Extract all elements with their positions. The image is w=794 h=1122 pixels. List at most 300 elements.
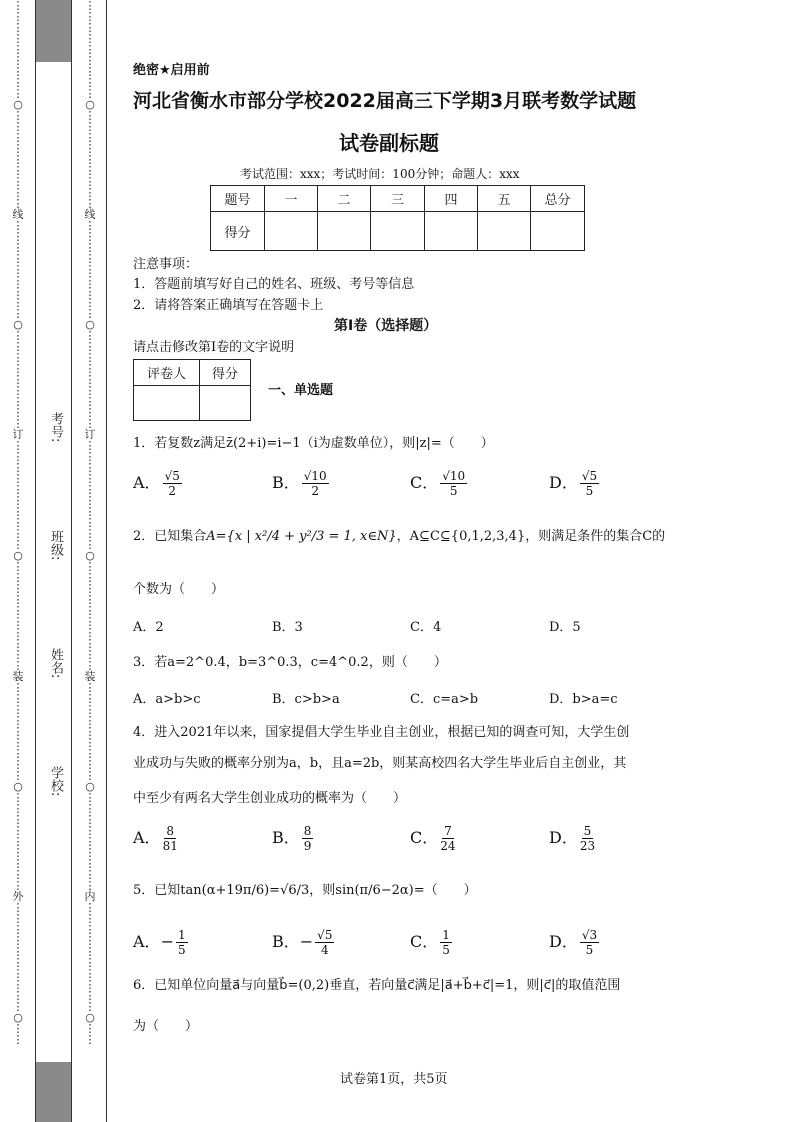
binding-dot: ⋮ xyxy=(84,340,96,353)
frac-den: 5 xyxy=(177,943,186,957)
score-header: 五 xyxy=(478,186,531,212)
binding-dot: ⋮ xyxy=(84,560,96,573)
frac-num: √5 xyxy=(581,469,598,483)
binding-dot: ⋮ xyxy=(84,1022,96,1035)
binding-dot: ⋮ xyxy=(84,934,96,947)
binding-dot: ⋮ xyxy=(84,846,96,859)
binding-circle: ○ xyxy=(85,1011,95,1024)
binding-dot: ⋮ xyxy=(84,164,96,177)
frac-num: 8 xyxy=(166,824,175,838)
q2-option-d[interactable]: D．5 xyxy=(549,620,581,635)
binding-dot: ⋮ xyxy=(84,472,96,485)
outer-binding-label: 线 xyxy=(12,208,24,221)
binding-dot: ⋮ xyxy=(12,516,24,529)
grader-header: 得分 xyxy=(200,360,251,386)
q3-option-b[interactable]: B．c>b>a xyxy=(272,692,340,707)
binding-dot: ⋮ xyxy=(84,593,96,606)
option-label: A． xyxy=(133,828,161,847)
binding-dot: ⋮ xyxy=(12,32,24,45)
binding-dot: ⋮ xyxy=(12,54,24,67)
option-label: A． xyxy=(133,932,161,951)
binding-dot: ⋮ xyxy=(12,483,24,496)
frac-den: 23 xyxy=(579,839,596,853)
binding-dot: ⋮ xyxy=(12,175,24,188)
frac-den: 24 xyxy=(440,839,456,853)
binding-dot: ⋮ xyxy=(84,835,96,848)
q4-option-a[interactable] xyxy=(133,824,180,853)
binding-dot: ⋮ xyxy=(84,131,96,144)
binding-dot: ⋮ xyxy=(12,538,24,551)
binding-dot: ⋮ xyxy=(12,274,24,287)
q1-option-b[interactable] xyxy=(272,469,331,498)
option-label: D． xyxy=(549,828,578,847)
q3-option-d[interactable]: D．b>a=c xyxy=(549,692,618,707)
binding-dot: ⋮ xyxy=(84,219,96,232)
binding-dot: ⋮ xyxy=(12,219,24,232)
binding-dot: ⋮ xyxy=(84,989,96,1002)
binding-dot: ⋮ xyxy=(12,21,24,34)
binding-strip xyxy=(0,0,108,1122)
binding-dot: ⋮ xyxy=(12,307,24,320)
binding-dot: ⋮ xyxy=(84,142,96,155)
binding-dot: ⋮ xyxy=(84,1033,96,1046)
gray-block-top xyxy=(36,0,71,62)
exam-title: 河北省衡水市部分学校2022届高三下学期3月联考数学试题 xyxy=(133,90,637,112)
option-label: B． xyxy=(272,828,300,847)
binding-dot: ⋮ xyxy=(84,87,96,100)
outer-binding-label: 外 xyxy=(12,890,24,903)
binding-dot: ⋮ xyxy=(84,417,96,430)
outer-binding-label: 订 xyxy=(12,428,24,441)
binding-dot: ⋮ xyxy=(84,76,96,89)
binding-dot: ⋮ xyxy=(12,791,24,804)
frac-den: 81 xyxy=(162,839,178,853)
binding-dot: ⋮ xyxy=(84,516,96,529)
frac-den: 2 xyxy=(311,484,320,498)
binding-dot: ⋮ xyxy=(12,736,24,749)
binding-dot: ⋮ xyxy=(12,164,24,177)
question-3-stem: 3．若a=2^0.4，b=3^0.3，c=4^0.2，则（ ） xyxy=(133,655,447,670)
binding-dot: ⋮ xyxy=(84,813,96,826)
binding-dot: ⋮ xyxy=(84,879,96,892)
binding-dot: ⋮ xyxy=(84,956,96,969)
score-cell[interactable] xyxy=(371,212,425,251)
frac-den: 5 xyxy=(585,943,594,957)
binding-dot: ⋮ xyxy=(84,32,96,45)
binding-dot: ⋮ xyxy=(84,1000,96,1013)
score-cell[interactable] xyxy=(425,212,478,251)
q5-option-b[interactable] xyxy=(272,928,336,957)
secret-label: 绝密★启用前 xyxy=(133,63,210,78)
binding-dot: ⋮ xyxy=(84,351,96,364)
q3-option-c[interactable]: C．c=a>b xyxy=(410,692,479,707)
binding-dot: ⋮ xyxy=(12,835,24,848)
score-header: 一 xyxy=(265,186,318,212)
binding-dot: ⋮ xyxy=(12,747,24,760)
binding-dot: ⋮ xyxy=(84,307,96,320)
binding-circle: ○ xyxy=(13,318,23,331)
binding-dot: ⋮ xyxy=(84,923,96,936)
binding-dot: ⋮ xyxy=(84,868,96,881)
frac-num: 5 xyxy=(583,824,592,838)
binding-dot: ⋮ xyxy=(84,725,96,738)
frac-den: 5 xyxy=(449,484,458,498)
option-label: D． xyxy=(549,473,578,492)
binding-dot: ⋮ xyxy=(12,87,24,100)
binding-dot: ⋮ xyxy=(12,615,24,628)
binding-dot: ⋮ xyxy=(84,945,96,958)
binding-circle: ○ xyxy=(85,98,95,111)
binding-circle: ○ xyxy=(85,318,95,331)
binding-dot: ⋮ xyxy=(84,252,96,265)
page-footer: 试卷第1页，共5页 xyxy=(340,1072,448,1087)
question-6-line1: 6．已知单位向量a⃗与向量b⃗=(0,2)垂直，若向量c⃗满足|a⃗+b⃗+c⃗|=1，则|c⃗|的取值范围 xyxy=(133,978,621,993)
binding-dot: ⋮ xyxy=(84,153,96,166)
frac-num: √5 xyxy=(164,469,180,483)
score-header: 总分 xyxy=(531,186,585,212)
grader-table xyxy=(133,359,251,421)
binding-circle: ○ xyxy=(85,549,95,562)
binding-dot: ⋮ xyxy=(12,692,24,705)
binding-dot: ⋮ xyxy=(12,373,24,386)
binding-dot: ⋮ xyxy=(84,637,96,650)
score-cell[interactable] xyxy=(478,212,531,251)
frac-den: 2 xyxy=(168,484,177,498)
binding-dot: ⋮ xyxy=(84,758,96,771)
binding-dot: ⋮ xyxy=(84,791,96,804)
binding-dot: ⋮ xyxy=(84,582,96,595)
frac-num: 1 xyxy=(442,928,450,942)
binding-dot: ⋮ xyxy=(84,285,96,298)
binding-dot: ⋮ xyxy=(12,406,24,419)
option-label: B． xyxy=(272,473,300,492)
q4-option-c[interactable] xyxy=(410,824,458,853)
binding-dot: ⋮ xyxy=(12,461,24,474)
binding-dot: ⋮ xyxy=(84,263,96,276)
q2-mid: ，A⊆C⊆{0,1,2,3,4}，则满足条件的集合C的 xyxy=(396,529,666,544)
q2-option-b[interactable]: B．3 xyxy=(272,620,303,635)
binding-dot: ⋮ xyxy=(12,769,24,782)
frac-num: √5 xyxy=(317,928,333,942)
binding-dot: ⋮ xyxy=(12,703,24,716)
binding-dot: ⋮ xyxy=(84,0,96,12)
binding-dot: ⋮ xyxy=(84,384,96,397)
score-header: 题号 xyxy=(211,186,265,212)
binding-dot: ⋮ xyxy=(84,43,96,56)
binding-dot: ⋮ xyxy=(12,868,24,881)
binding-dot: ⋮ xyxy=(84,571,96,584)
section-hint[interactable]: 请点击修改第I卷的文字说明 xyxy=(133,340,295,355)
binding-dot: ⋮ xyxy=(12,285,24,298)
question-1-stem: 1．若复数z满足z̄(2+i)=i−1（i为虚数单位），则|z|=（ ） xyxy=(133,436,494,451)
binding-dot: ⋮ xyxy=(12,681,24,694)
binding-dot: ⋮ xyxy=(84,241,96,254)
notice-item: 2．请将答案正确填写在答题卡上 xyxy=(133,298,324,313)
binding-dot: ⋮ xyxy=(12,978,24,991)
binding-dot: ⋮ xyxy=(84,747,96,760)
binding-dot: ⋮ xyxy=(12,582,24,595)
frac-num: √3 xyxy=(581,928,598,942)
option-label: C． xyxy=(410,473,439,492)
option-sign: − xyxy=(299,932,314,951)
binding-dot: ⋮ xyxy=(12,560,24,573)
binding-dot: ⋮ xyxy=(84,274,96,287)
binding-dot: ⋮ xyxy=(84,901,96,914)
option-label: C． xyxy=(410,932,439,951)
frac-den: 4 xyxy=(320,943,329,957)
part-title: 一、单选题 xyxy=(268,383,334,398)
binding-dot: ⋮ xyxy=(12,989,24,1002)
binding-dot: ⋮ xyxy=(84,802,96,815)
notice-item: 1．答题前填写好自己的姓名、班级、考号等信息 xyxy=(133,277,415,292)
binding-dot: ⋮ xyxy=(12,956,24,969)
binding-line xyxy=(106,0,107,1122)
question-5-stem: 5．已知tan(α+19π/6)=√6/3，则sin(π/6−2α)=（ ） xyxy=(133,883,477,898)
binding-dot: ⋮ xyxy=(84,21,96,34)
binding-dot: ⋮ xyxy=(12,846,24,859)
binding-dot: ⋮ xyxy=(12,439,24,452)
binding-dot: ⋮ xyxy=(12,648,24,661)
exam-meta: 考试范围：xxx；考试时间：100分钟；命题人：xxx xyxy=(240,167,520,181)
binding-dot: ⋮ xyxy=(84,120,96,133)
score-header: 三 xyxy=(371,186,425,212)
binding-dot: ⋮ xyxy=(12,494,24,507)
binding-dot: ⋮ xyxy=(84,65,96,78)
question-4-line: 中至少有两名大学生创业成功的概率为（ ） xyxy=(133,791,407,806)
inner-binding-label: 订 xyxy=(84,428,96,441)
binding-dot: ⋮ xyxy=(84,615,96,628)
binding-dot: ⋮ xyxy=(12,1033,24,1046)
binding-circle: ○ xyxy=(13,549,23,562)
binding-circle: ○ xyxy=(13,1011,23,1024)
binding-dot: ⋮ xyxy=(12,912,24,925)
binding-dot: ⋮ xyxy=(84,461,96,474)
binding-dot: ⋮ xyxy=(12,76,24,89)
binding-dot: ⋮ xyxy=(84,362,96,375)
binding-dot: ⋮ xyxy=(84,296,96,309)
binding-dot: ⋮ xyxy=(12,725,24,738)
binding-dot: ⋮ xyxy=(12,758,24,771)
binding-dot: ⋮ xyxy=(84,10,96,23)
binding-dot: ⋮ xyxy=(12,879,24,892)
binding-dot: ⋮ xyxy=(84,197,96,210)
binding-dot: ⋮ xyxy=(12,230,24,243)
binding-dot: ⋮ xyxy=(12,945,24,958)
grader-cell[interactable] xyxy=(200,386,251,421)
frac-num: 7 xyxy=(444,824,452,838)
frac-num: 1 xyxy=(177,928,186,942)
binding-dot: ⋮ xyxy=(84,230,96,243)
frac-den: 9 xyxy=(303,839,312,853)
binding-dot: ⋮ xyxy=(12,153,24,166)
binding-dot: ⋮ xyxy=(84,494,96,507)
binding-dot: ⋮ xyxy=(12,296,24,309)
binding-dot: ⋮ xyxy=(12,659,24,672)
option-sign: − xyxy=(160,932,174,951)
q2-set-expr: A={x | x²/4 + y²/3 = 1, x∈N} xyxy=(206,529,397,544)
question-2-stem xyxy=(133,530,665,543)
binding-dot: ⋮ xyxy=(12,637,24,650)
q2-option-c[interactable]: C．4 xyxy=(410,620,442,635)
binding-circle: ○ xyxy=(13,98,23,111)
binding-dot: ⋮ xyxy=(12,1000,24,1013)
binding-dot: ⋮ xyxy=(84,681,96,694)
binding-circle: ○ xyxy=(13,780,23,793)
score-header: 四 xyxy=(425,186,478,212)
question-6-line2: 为（ ） xyxy=(133,1019,199,1034)
frac-num: √10 xyxy=(442,469,466,483)
binding-dot: ⋮ xyxy=(84,439,96,452)
q1-option-d[interactable] xyxy=(549,469,601,498)
binding-dot: ⋮ xyxy=(12,362,24,375)
binding-dot: ⋮ xyxy=(84,538,96,551)
section-title: 第I卷（选择题） xyxy=(334,318,438,334)
score-header: 二 xyxy=(318,186,371,212)
binding-dot: ⋮ xyxy=(12,351,24,364)
binding-dot: ⋮ xyxy=(12,10,24,23)
q2-option-a[interactable]: A．2 xyxy=(133,620,164,635)
binding-dot: ⋮ xyxy=(84,329,96,342)
binding-dot: ⋮ xyxy=(12,131,24,144)
binding-dot: ⋮ xyxy=(12,241,24,254)
binding-dot: ⋮ xyxy=(12,571,24,584)
binding-dot: ⋮ xyxy=(84,824,96,837)
binding-dot: ⋮ xyxy=(84,967,96,980)
binding-dot: ⋮ xyxy=(12,472,24,485)
option-label: A． xyxy=(133,473,161,492)
binding-dot: ⋮ xyxy=(84,54,96,67)
binding-dot: ⋮ xyxy=(12,263,24,276)
binding-dot: ⋮ xyxy=(12,857,24,870)
q5-option-d[interactable] xyxy=(549,928,601,957)
binding-dot: ⋮ xyxy=(12,109,24,122)
binding-dot: ⋮ xyxy=(12,813,24,826)
binding-dot: ⋮ xyxy=(84,769,96,782)
binding-dot: ⋮ xyxy=(12,1022,24,1035)
binding-dot: ⋮ xyxy=(12,197,24,210)
question-2-line2: 个数为（ ） xyxy=(133,582,225,597)
binding-dot: ⋮ xyxy=(84,483,96,496)
notice-title: 注意事项： xyxy=(133,257,199,272)
binding-circle: ○ xyxy=(85,780,95,793)
binding-dot: ⋮ xyxy=(84,186,96,199)
option-label: B． xyxy=(272,932,300,951)
binding-dot: ⋮ xyxy=(12,340,24,353)
binding-dot: ⋮ xyxy=(12,43,24,56)
q5-option-c[interactable] xyxy=(410,928,454,957)
option-label: C． xyxy=(410,828,439,847)
binding-dot: ⋮ xyxy=(12,65,24,78)
q4-option-b[interactable] xyxy=(272,824,315,853)
question-4-line: 业成功与失败的概率分别为a，b，且a=2b，则某高校四名大学生毕业后自主创业，其 xyxy=(133,756,627,771)
binding-dot: ⋮ xyxy=(12,802,24,815)
binding-dot: ⋮ xyxy=(84,978,96,991)
binding-dot: ⋮ xyxy=(12,505,24,518)
binding-dot: ⋮ xyxy=(12,714,24,727)
binding-dot: ⋮ xyxy=(12,824,24,837)
binding-dot: ⋮ xyxy=(84,703,96,716)
binding-dot: ⋮ xyxy=(84,912,96,925)
field-class: 班级: xyxy=(48,530,63,561)
binding-dot: ⋮ xyxy=(84,450,96,463)
binding-dot: ⋮ xyxy=(12,186,24,199)
binding-dot: ⋮ xyxy=(12,120,24,133)
binding-dot: ⋮ xyxy=(12,604,24,617)
binding-dot: ⋮ xyxy=(12,901,24,914)
binding-dot: ⋮ xyxy=(12,384,24,397)
inner-binding-label: 内 xyxy=(84,890,96,903)
q1-option-a[interactable] xyxy=(133,469,184,498)
binding-dot: ⋮ xyxy=(84,604,96,617)
binding-dot: ⋮ xyxy=(84,505,96,518)
binding-dot: ⋮ xyxy=(12,329,24,342)
score-cell[interactable] xyxy=(318,212,371,251)
q2-pre: 2．已知集合 xyxy=(133,529,207,544)
binding-dot: ⋮ xyxy=(12,142,24,155)
binding-dot: ⋮ xyxy=(12,395,24,408)
score-cell[interactable] xyxy=(265,212,318,251)
binding-line xyxy=(71,0,72,1122)
q4-option-d[interactable] xyxy=(549,824,597,853)
binding-dot: ⋮ xyxy=(84,406,96,419)
binding-dot: ⋮ xyxy=(12,626,24,639)
binding-dot: ⋮ xyxy=(12,934,24,947)
binding-dot: ⋮ xyxy=(84,527,96,540)
binding-dot: ⋮ xyxy=(12,417,24,430)
q5-option-a[interactable] xyxy=(133,928,190,957)
binding-dot: ⋮ xyxy=(12,450,24,463)
binding-dot: ⋮ xyxy=(84,648,96,661)
binding-dot: ⋮ xyxy=(84,395,96,408)
score-table xyxy=(210,185,585,251)
outer-dotted-cut-line xyxy=(12,0,24,1045)
binding-dot: ⋮ xyxy=(84,692,96,705)
inner-binding-label: 线 xyxy=(84,208,96,221)
binding-dot: ⋮ xyxy=(84,373,96,386)
binding-dot: ⋮ xyxy=(12,0,24,12)
binding-dot: ⋮ xyxy=(12,252,24,265)
binding-dot: ⋮ xyxy=(12,527,24,540)
binding-dot: ⋮ xyxy=(84,659,96,672)
binding-dot: ⋮ xyxy=(12,967,24,980)
binding-dot: ⋮ xyxy=(12,923,24,936)
binding-line xyxy=(35,0,36,1122)
inner-binding-label: 装 xyxy=(84,670,96,683)
frac-den: 5 xyxy=(585,484,594,498)
q1-option-c[interactable] xyxy=(410,469,469,498)
binding-dot: ⋮ xyxy=(84,736,96,749)
q3-option-a[interactable]: A．a>b>c xyxy=(133,692,201,707)
grader-header: 评卷人 xyxy=(134,360,200,386)
binding-dot: ⋮ xyxy=(84,626,96,639)
outer-binding-label: 装 xyxy=(12,670,24,683)
grader-cell[interactable] xyxy=(134,386,200,421)
binding-dot: ⋮ xyxy=(84,857,96,870)
binding-dot: ⋮ xyxy=(84,175,96,188)
frac-num: √10 xyxy=(303,469,327,483)
exam-subtitle: 试卷副标题 xyxy=(339,131,439,155)
binding-dot: ⋮ xyxy=(12,593,24,606)
score-cell[interactable] xyxy=(531,212,585,251)
question-4-line: 4．进入2021年以来，国家提倡大学生毕业自主创业，根据已知的调查可知，大学生创 xyxy=(133,725,630,740)
field-name: 姓名: xyxy=(48,648,63,679)
frac-num: 8 xyxy=(303,824,312,838)
option-label: D． xyxy=(549,932,578,951)
binding-dot: ⋮ xyxy=(84,109,96,122)
field-school: 学校: xyxy=(48,766,63,797)
gray-block-bottom xyxy=(36,1062,71,1122)
field-exam-number: 考号: xyxy=(48,412,63,443)
